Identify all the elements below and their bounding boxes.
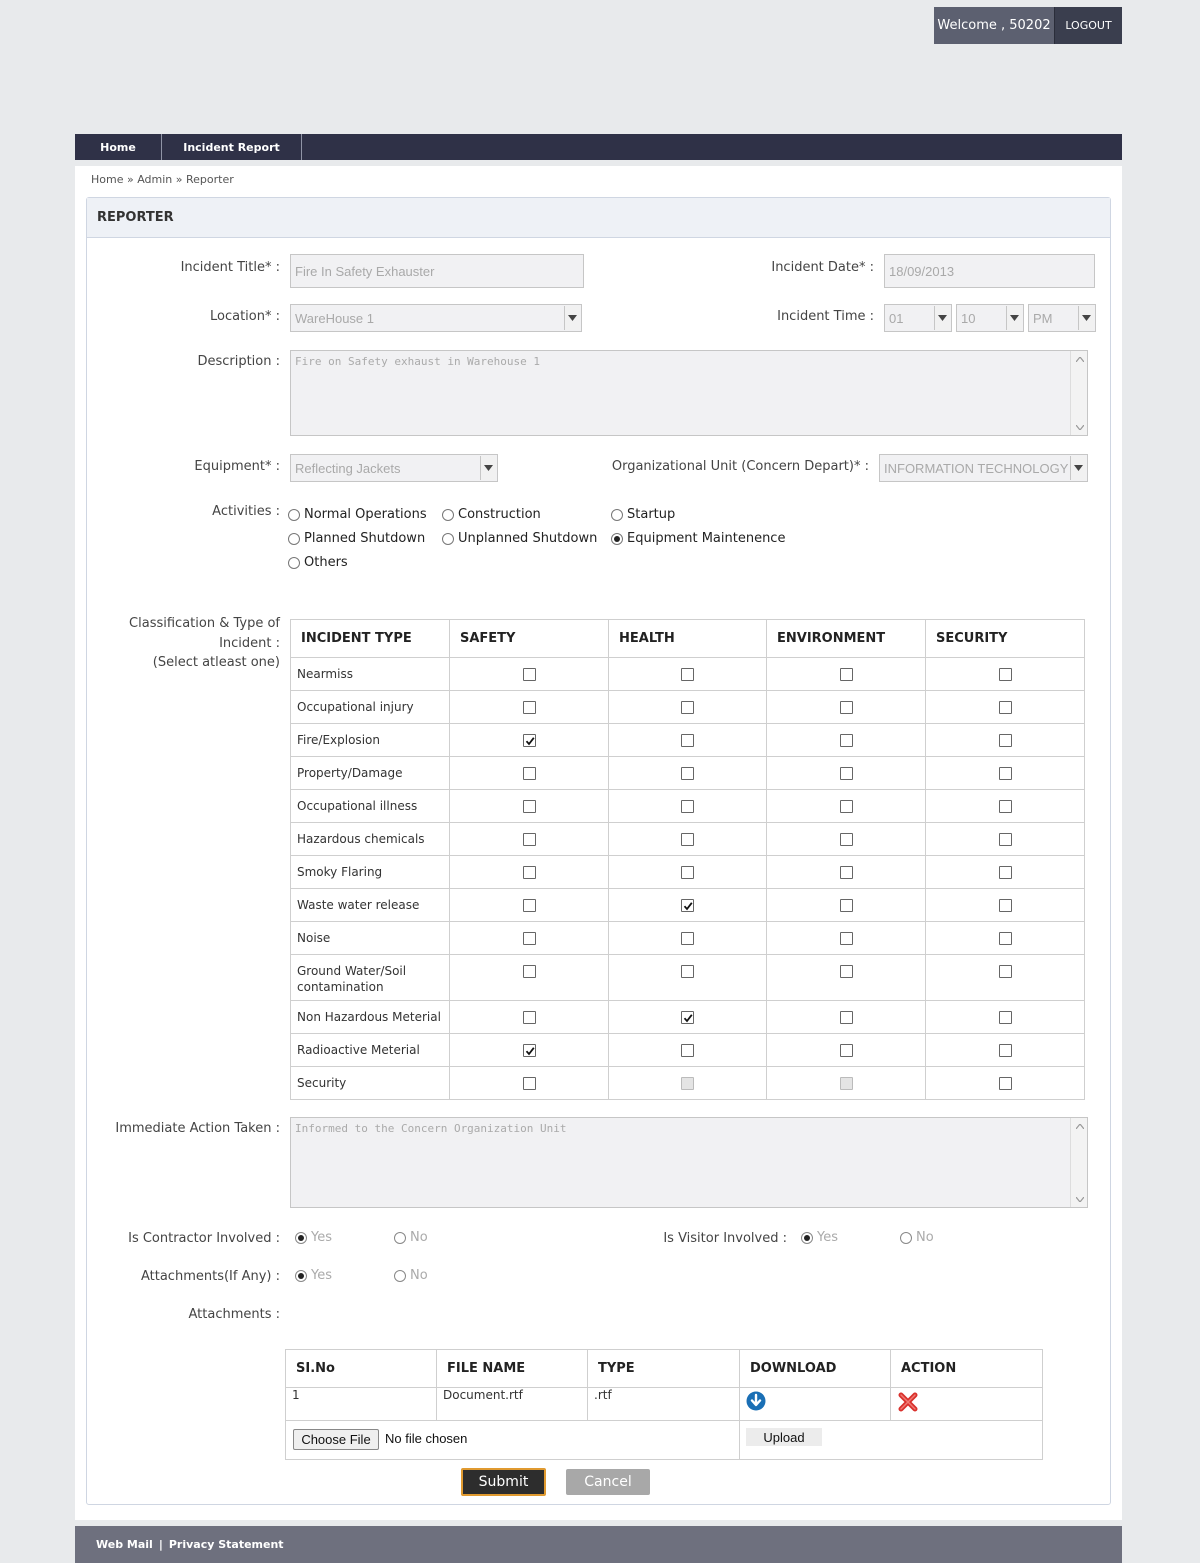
check-cell xyxy=(767,955,926,1001)
minute-value: 10 xyxy=(961,310,976,326)
activity-planned-shutdown[interactable] xyxy=(288,531,425,546)
footer-separator: | xyxy=(158,1538,163,1551)
activity-equipment-maintenence[interactable] xyxy=(611,531,785,546)
no-file-text: No file chosen xyxy=(385,1431,468,1446)
immediate-action-textarea[interactable] xyxy=(290,1117,1088,1208)
environment-checkbox[interactable] xyxy=(840,965,853,978)
environment-checkbox[interactable] xyxy=(840,734,853,747)
safety-checkbox[interactable] xyxy=(523,800,536,813)
location-value: WareHouse 1 xyxy=(295,310,374,326)
check-cell xyxy=(926,724,1085,757)
security-checkbox[interactable] xyxy=(999,1011,1012,1024)
check-cell xyxy=(767,757,926,790)
safety-checkbox[interactable] xyxy=(523,734,536,747)
attachments-label: Attachments : xyxy=(188,1307,280,1322)
col-sino: SI.No xyxy=(286,1350,437,1388)
description-value: Fire on Safety exhaust in Warehouse 1 xyxy=(295,355,541,368)
security-checkbox[interactable] xyxy=(999,668,1012,681)
visitor-label: Is Visitor Involved : xyxy=(663,1231,787,1246)
checkmark-icon xyxy=(525,1046,535,1056)
radio-icon xyxy=(394,1270,406,1282)
radio-selected-icon xyxy=(295,1270,307,1282)
upload-button[interactable]: Upload xyxy=(746,1428,822,1446)
safety-checkbox[interactable] xyxy=(523,1044,536,1057)
chevron-down-icon xyxy=(480,456,496,480)
activity-label: Planned Shutdown xyxy=(304,531,426,546)
environment-checkbox[interactable] xyxy=(840,668,853,681)
checkmark-icon xyxy=(683,901,693,911)
security-checkbox[interactable] xyxy=(999,899,1012,912)
environment-checkbox[interactable] xyxy=(840,1011,853,1024)
check-cell xyxy=(450,691,609,724)
incident-type-cell: Occupational illness xyxy=(291,790,450,823)
table-row xyxy=(291,790,1085,823)
check-cell xyxy=(450,889,609,922)
health-checkbox xyxy=(681,1077,694,1090)
health-checkbox[interactable] xyxy=(681,965,694,978)
breadcrumb: Home » Admin » Reporter xyxy=(91,173,234,186)
check-cell xyxy=(767,658,926,691)
cell-action xyxy=(891,1388,1043,1421)
cell-type: .rtf xyxy=(588,1388,740,1421)
incident-type-cell: Property/Damage xyxy=(291,757,450,790)
cell-file-name: Document.rtf xyxy=(437,1388,588,1421)
main-nav xyxy=(75,134,1122,160)
contractor-yes[interactable] xyxy=(295,1230,332,1245)
check-cell xyxy=(926,1067,1085,1100)
radio-icon xyxy=(288,557,300,569)
nav-home[interactable]: Home xyxy=(75,134,162,160)
check-cell xyxy=(926,856,1085,889)
safety-checkbox[interactable] xyxy=(523,701,536,714)
safety-checkbox[interactable] xyxy=(523,899,536,912)
incident-title-label: Incident Title* : xyxy=(180,260,280,275)
attachments-yes[interactable] xyxy=(295,1268,332,1283)
immediate-action-value: Informed to the Concern Organization Unit xyxy=(295,1122,567,1135)
immediate-action-label: Immediate Action Taken : xyxy=(115,1121,280,1136)
security-checkbox[interactable] xyxy=(999,965,1012,978)
health-checkbox[interactable] xyxy=(681,932,694,945)
health-checkbox[interactable] xyxy=(681,734,694,747)
check-cell xyxy=(609,1067,767,1100)
check-cell xyxy=(926,1034,1085,1067)
environment-checkbox[interactable] xyxy=(840,701,853,714)
table-row xyxy=(291,922,1085,955)
table-row xyxy=(291,856,1085,889)
incident-type-cell: Non Hazardous Meterial xyxy=(291,1001,450,1034)
ampm-select[interactable] xyxy=(1028,304,1096,332)
radio-label: Yes xyxy=(311,1268,332,1283)
activity-label: Construction xyxy=(458,507,541,522)
table-row xyxy=(291,1067,1085,1100)
radio-label: Yes xyxy=(311,1230,332,1245)
incident-title-input[interactable]: Fire In Safety Exhauster xyxy=(290,254,584,288)
attachments-header-row xyxy=(286,1350,1043,1388)
environment-checkbox[interactable] xyxy=(840,932,853,945)
table-row xyxy=(291,823,1085,856)
check-cell xyxy=(926,823,1085,856)
check-cell xyxy=(926,691,1085,724)
submit-button[interactable]: Submit xyxy=(461,1468,546,1496)
check-cell xyxy=(926,922,1085,955)
environment-checkbox[interactable] xyxy=(840,1044,853,1057)
incident-type-cell: Security xyxy=(291,1067,450,1100)
col-incident-type: INCIDENT TYPE xyxy=(291,620,450,658)
security-checkbox[interactable] xyxy=(999,833,1012,846)
chevron-down-icon xyxy=(1070,456,1086,480)
check-cell xyxy=(450,658,609,691)
environment-checkbox[interactable] xyxy=(840,866,853,879)
health-checkbox[interactable] xyxy=(681,668,694,681)
classification-label-line: Incident : xyxy=(219,635,280,651)
radio-label: No xyxy=(410,1230,428,1245)
col-type: TYPE xyxy=(588,1350,740,1388)
check-cell xyxy=(767,856,926,889)
welcome-text: Welcome , 50202 xyxy=(934,7,1054,44)
minute-select[interactable] xyxy=(956,304,1024,332)
check-cell xyxy=(767,724,926,757)
check-cell xyxy=(609,889,767,922)
check-cell xyxy=(926,757,1085,790)
check-cell xyxy=(450,955,609,1001)
environment-checkbox[interactable] xyxy=(840,767,853,780)
safety-checkbox[interactable] xyxy=(523,1011,536,1024)
privacy-link[interactable]: Privacy Statement xyxy=(168,1538,284,1551)
check-cell xyxy=(609,757,767,790)
activity-others[interactable] xyxy=(288,555,348,570)
safety-checkbox[interactable] xyxy=(523,767,536,780)
safety-checkbox[interactable] xyxy=(523,833,536,846)
check-cell xyxy=(767,889,926,922)
security-checkbox[interactable] xyxy=(999,701,1012,714)
check-cell xyxy=(767,691,926,724)
radio-icon xyxy=(900,1232,912,1244)
health-checkbox[interactable] xyxy=(681,767,694,780)
scroll-up-icon[interactable] xyxy=(1071,352,1088,366)
incident-type-cell: Ground Water/Soil contamination xyxy=(291,955,450,1001)
classification-label-line: (Select atleast one) xyxy=(152,655,280,670)
table-row xyxy=(291,658,1085,691)
chevron-down-icon xyxy=(1078,306,1094,330)
environment-checkbox[interactable] xyxy=(840,800,853,813)
panel-title: REPORTER xyxy=(87,198,1110,238)
check-cell xyxy=(450,1034,609,1067)
incident-type-cell: Nearmiss xyxy=(291,658,450,691)
health-checkbox[interactable] xyxy=(681,1011,694,1024)
safety-checkbox[interactable] xyxy=(523,668,536,681)
org-unit-label: Organizational Unit (Concern Depart)* : xyxy=(611,459,869,474)
check-cell xyxy=(767,1034,926,1067)
user-bar xyxy=(934,7,1122,44)
delete-icon[interactable] xyxy=(897,1391,919,1413)
check-cell xyxy=(609,790,767,823)
incident-type-cell: Smoky Flaring xyxy=(291,856,450,889)
incident-type-cell: Fire/Explosion xyxy=(291,724,450,757)
activity-label: Startup xyxy=(627,507,676,522)
scroll-up-icon[interactable] xyxy=(1071,1119,1088,1133)
table-row xyxy=(286,1388,1043,1421)
check-cell xyxy=(926,1001,1085,1034)
checkmark-icon xyxy=(525,736,535,746)
environment-checkbox[interactable] xyxy=(840,899,853,912)
table-row xyxy=(291,691,1085,724)
activity-label: Normal Operations xyxy=(304,507,427,522)
col-security: SECURITY xyxy=(926,620,1085,658)
health-checkbox[interactable] xyxy=(681,866,694,879)
security-checkbox[interactable] xyxy=(999,767,1012,780)
check-cell xyxy=(609,856,767,889)
classification-label-line: Classification & Type of xyxy=(129,616,280,631)
check-cell xyxy=(609,1001,767,1034)
check-cell xyxy=(767,790,926,823)
activity-startup[interactable] xyxy=(611,507,675,522)
check-cell xyxy=(926,889,1085,922)
environment-checkbox xyxy=(840,1077,853,1090)
cell-sino: 1 xyxy=(286,1388,437,1421)
location-select[interactable] xyxy=(290,304,582,332)
chevron-down-icon xyxy=(1006,306,1022,330)
check-cell xyxy=(609,823,767,856)
table-row xyxy=(291,1001,1085,1034)
col-health: HEALTH xyxy=(609,620,767,658)
check-cell xyxy=(450,1067,609,1100)
contractor-no[interactable] xyxy=(394,1230,428,1245)
checkmark-icon xyxy=(683,1013,693,1023)
activity-label: Others xyxy=(304,555,348,570)
radio-icon xyxy=(288,509,300,521)
activity-label: Equipment Maintenence xyxy=(627,531,786,546)
check-cell xyxy=(450,757,609,790)
classification-table xyxy=(290,619,1085,1100)
cancel-button[interactable]: Cancel xyxy=(566,1469,650,1495)
radio-icon xyxy=(442,509,454,521)
col-download: DOWNLOAD xyxy=(740,1350,891,1388)
safety-checkbox[interactable] xyxy=(523,1077,536,1090)
check-cell xyxy=(609,922,767,955)
incident-type-cell: Radioactive Meterial xyxy=(291,1034,450,1067)
radio-selected-icon xyxy=(611,533,623,545)
check-cell xyxy=(926,658,1085,691)
col-environment: ENVIRONMENT xyxy=(767,620,926,658)
radio-label: No xyxy=(410,1268,428,1283)
table-row xyxy=(291,1034,1085,1067)
check-cell xyxy=(609,658,767,691)
radio-icon xyxy=(442,533,454,545)
nav-incident-report[interactable]: Incident Report xyxy=(162,134,302,160)
activity-label: Unplanned Shutdown xyxy=(458,531,598,546)
col-action: ACTION xyxy=(891,1350,1043,1388)
security-checkbox[interactable] xyxy=(999,800,1012,813)
check-cell xyxy=(767,1001,926,1034)
check-cell xyxy=(450,790,609,823)
health-checkbox[interactable] xyxy=(681,1044,694,1057)
check-cell xyxy=(767,1067,926,1100)
health-checkbox[interactable] xyxy=(681,701,694,714)
hour-value: 01 xyxy=(889,310,904,326)
location-label: Location* : xyxy=(210,309,280,324)
activity-normal-operations[interactable] xyxy=(288,507,427,522)
check-cell xyxy=(609,1034,767,1067)
contractor-label: Is Contractor Involved : xyxy=(128,1231,280,1246)
safety-checkbox[interactable] xyxy=(523,965,536,978)
table-row xyxy=(291,955,1085,1001)
incident-type-cell: Noise xyxy=(291,922,450,955)
environment-checkbox[interactable] xyxy=(840,833,853,846)
col-safety: SAFETY xyxy=(450,620,609,658)
scroll-down-icon[interactable] xyxy=(1071,420,1088,434)
check-cell xyxy=(450,724,609,757)
security-checkbox[interactable] xyxy=(999,866,1012,879)
incident-date-input[interactable]: 18/09/2013 xyxy=(884,254,1095,288)
classification-header-row xyxy=(291,620,1085,658)
immediate-action-scrollbar[interactable] xyxy=(1070,1118,1087,1207)
check-cell xyxy=(450,823,609,856)
check-cell xyxy=(450,922,609,955)
attachments-if-any-label: Attachments(If Any) : xyxy=(140,1269,280,1284)
safety-checkbox[interactable] xyxy=(523,866,536,879)
check-cell xyxy=(450,856,609,889)
equipment-label: Equipment* : xyxy=(194,459,280,474)
org-unit-value: INFORMATION TECHNOLOGY xyxy=(884,460,1069,476)
description-scrollbar[interactable] xyxy=(1070,351,1087,435)
org-unit-select[interactable] xyxy=(879,454,1088,482)
hour-select[interactable] xyxy=(884,304,952,332)
description-textarea[interactable] xyxy=(290,350,1088,436)
incident-type-cell: Waste water release xyxy=(291,889,450,922)
security-checkbox[interactable] xyxy=(999,734,1012,747)
security-checkbox[interactable] xyxy=(999,1077,1012,1090)
check-cell xyxy=(926,955,1085,1001)
footer xyxy=(75,1526,1122,1563)
activities-label: Activities : xyxy=(212,504,280,519)
check-cell xyxy=(609,691,767,724)
health-checkbox[interactable] xyxy=(681,800,694,813)
incident-time-label: Incident Time : xyxy=(777,309,874,324)
col-file-name: FILE NAME xyxy=(437,1350,588,1388)
check-cell xyxy=(926,790,1085,823)
table-row xyxy=(291,889,1085,922)
classification-label xyxy=(129,614,280,673)
radio-label: Yes xyxy=(817,1230,838,1245)
check-cell xyxy=(767,823,926,856)
radio-label: No xyxy=(916,1230,934,1245)
check-cell xyxy=(767,922,926,955)
download-icon[interactable] xyxy=(746,1391,766,1411)
check-cell xyxy=(450,1001,609,1034)
equipment-select[interactable] xyxy=(290,454,498,482)
radio-icon xyxy=(394,1232,406,1244)
radio-icon xyxy=(288,533,300,545)
incident-type-cell: Hazardous chemicals xyxy=(291,823,450,856)
scroll-down-icon[interactable] xyxy=(1071,1192,1088,1206)
chevron-down-icon xyxy=(564,306,580,330)
attachments-no[interactable] xyxy=(394,1268,428,1283)
incident-date-label: Incident Date* : xyxy=(771,260,874,275)
radio-selected-icon xyxy=(801,1232,813,1244)
visitor-no[interactable] xyxy=(900,1230,934,1245)
logout-button[interactable]: LOGOUT xyxy=(1054,7,1122,44)
health-checkbox[interactable] xyxy=(681,833,694,846)
activity-unplanned-shutdown[interactable] xyxy=(442,531,597,546)
webmail-link[interactable]: Web Mail xyxy=(96,1538,153,1551)
table-row xyxy=(291,757,1085,790)
ampm-value: PM xyxy=(1033,310,1053,326)
security-checkbox[interactable] xyxy=(999,1044,1012,1057)
description-label: Description : xyxy=(197,354,280,369)
cell-download xyxy=(740,1388,891,1421)
radio-icon xyxy=(611,509,623,521)
chevron-down-icon xyxy=(934,306,950,330)
check-cell xyxy=(609,955,767,1001)
radio-selected-icon xyxy=(295,1232,307,1244)
equipment-value: Reflecting Jackets xyxy=(295,460,401,476)
check-cell xyxy=(609,724,767,757)
incident-type-cell: Occupational injury xyxy=(291,691,450,724)
visitor-yes[interactable] xyxy=(801,1230,838,1245)
health-checkbox[interactable] xyxy=(681,899,694,912)
table-row xyxy=(291,724,1085,757)
security-checkbox[interactable] xyxy=(999,932,1012,945)
activity-construction[interactable] xyxy=(442,507,541,522)
safety-checkbox[interactable] xyxy=(523,932,536,945)
choose-file-button[interactable]: Choose File xyxy=(293,1429,379,1450)
